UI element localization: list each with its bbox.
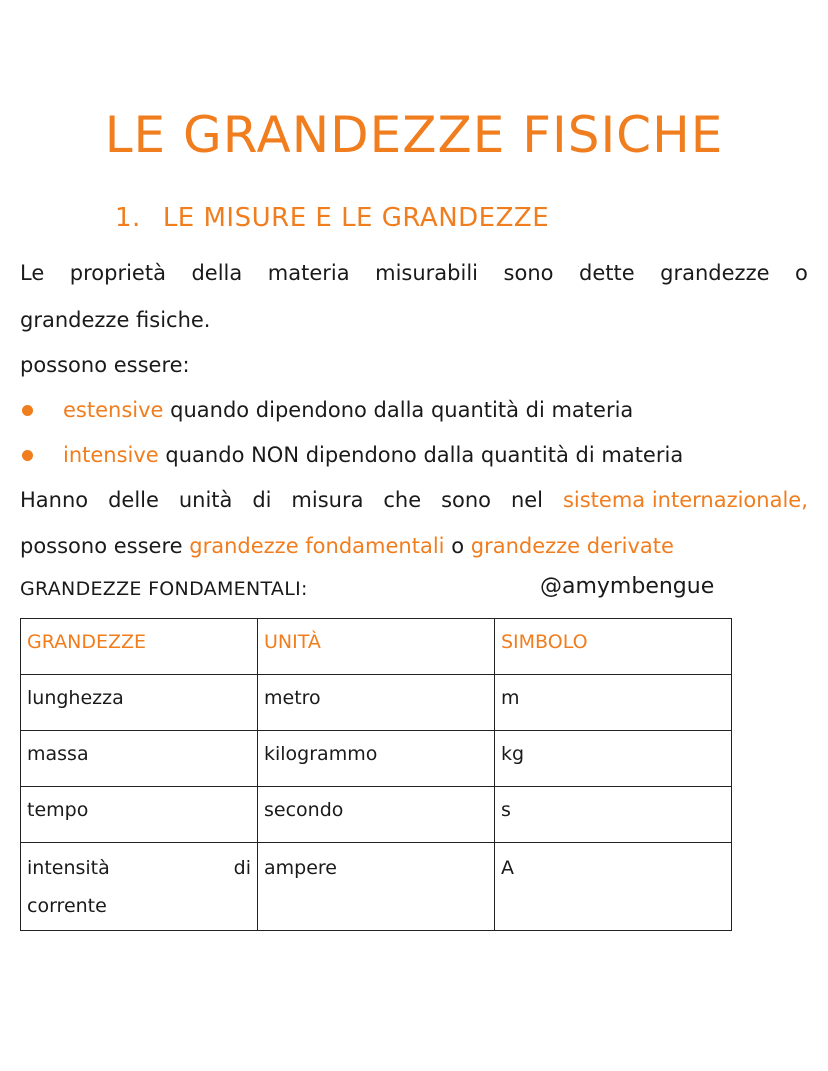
text: o [451,534,465,558]
cell-grandezza: massa [21,731,258,787]
word: di [252,488,272,512]
bullet-text: quando NON dipendono dalla quantità di materia [165,443,684,467]
header-simbolo: SIMBOLO [495,619,732,675]
word: sono [503,261,554,285]
cell-grandezza-line-1 [27,849,251,887]
bullet-highlight: estensive [63,398,164,422]
word: Le [20,261,45,285]
highlight-sistema-internazionale: sistema internazionale, [562,488,808,512]
header-grandezze: GRANDEZZE [21,619,258,675]
highlight-grandezze-fondamentali: grandezze fondamentali [189,534,445,558]
cell-grandezza: lunghezza [21,675,258,731]
cell-unita: secondo [258,787,495,843]
cell-simbolo: s [495,787,732,843]
bullet-dot-icon [22,450,33,461]
bullet-item-intensive [20,440,683,470]
cell-unita: metro [258,675,495,731]
highlight-grandezze-derivate: grandezze derivate [470,534,674,558]
word: misurabili [375,261,479,285]
cell-text: intensità [27,857,110,879]
word: materia [267,261,350,285]
cell-grandezza: tempo [21,787,258,843]
author-handle: @amymbengue [540,574,715,599]
paragraph2-line-2 [20,531,674,561]
word: grandezze [660,261,770,285]
word: sono [441,488,492,512]
section-heading-text: LE MISURE E LE GRANDEZZE [162,203,550,233]
table-row [21,787,732,843]
table-heading: GRANDEZZE FONDAMENTALI: [20,578,308,600]
cell-unita: ampere [258,843,495,931]
bullet-dot-icon [22,405,33,416]
text: possono essere [20,534,183,558]
table-row [21,731,732,787]
word: della [191,261,243,285]
units-table [20,618,732,931]
paragraph-line-3: possono essere: [20,353,190,377]
table-row [21,675,732,731]
cell-simbolo: kg [495,731,732,787]
page-title: LE GRANDEZZE FISICHE [104,106,724,164]
word: o [795,261,808,285]
paragraph2-line-1 [20,485,808,515]
word: misura [291,488,364,512]
bullet-item-estensive [20,395,633,425]
word: che [383,488,422,512]
cell-grandezza [21,843,258,931]
word: dette [579,261,635,285]
header-unita: UNITÀ [258,619,495,675]
table-row [21,843,732,931]
word: Hanno [20,488,89,512]
word: unità [178,488,233,512]
cell-text: di [233,857,251,879]
cell-simbolo: m [495,675,732,731]
table-header-row [21,619,732,675]
word: nel [510,488,544,512]
word: delle [108,488,159,512]
bullet-text: quando dipendono dalla quantità di materia [170,398,634,422]
cell-unita: kilogrammo [258,731,495,787]
section-heading [115,203,549,233]
cell-grandezza-line-2: corrente [27,895,107,917]
paragraph-line-1 [20,258,808,288]
word: proprietà [69,261,166,285]
paragraph-line-2: grandezze fisiche. [20,308,211,332]
bullet-highlight: intensive [63,443,159,467]
cell-simbolo: A [495,843,732,931]
section-number: 1. [115,203,141,233]
